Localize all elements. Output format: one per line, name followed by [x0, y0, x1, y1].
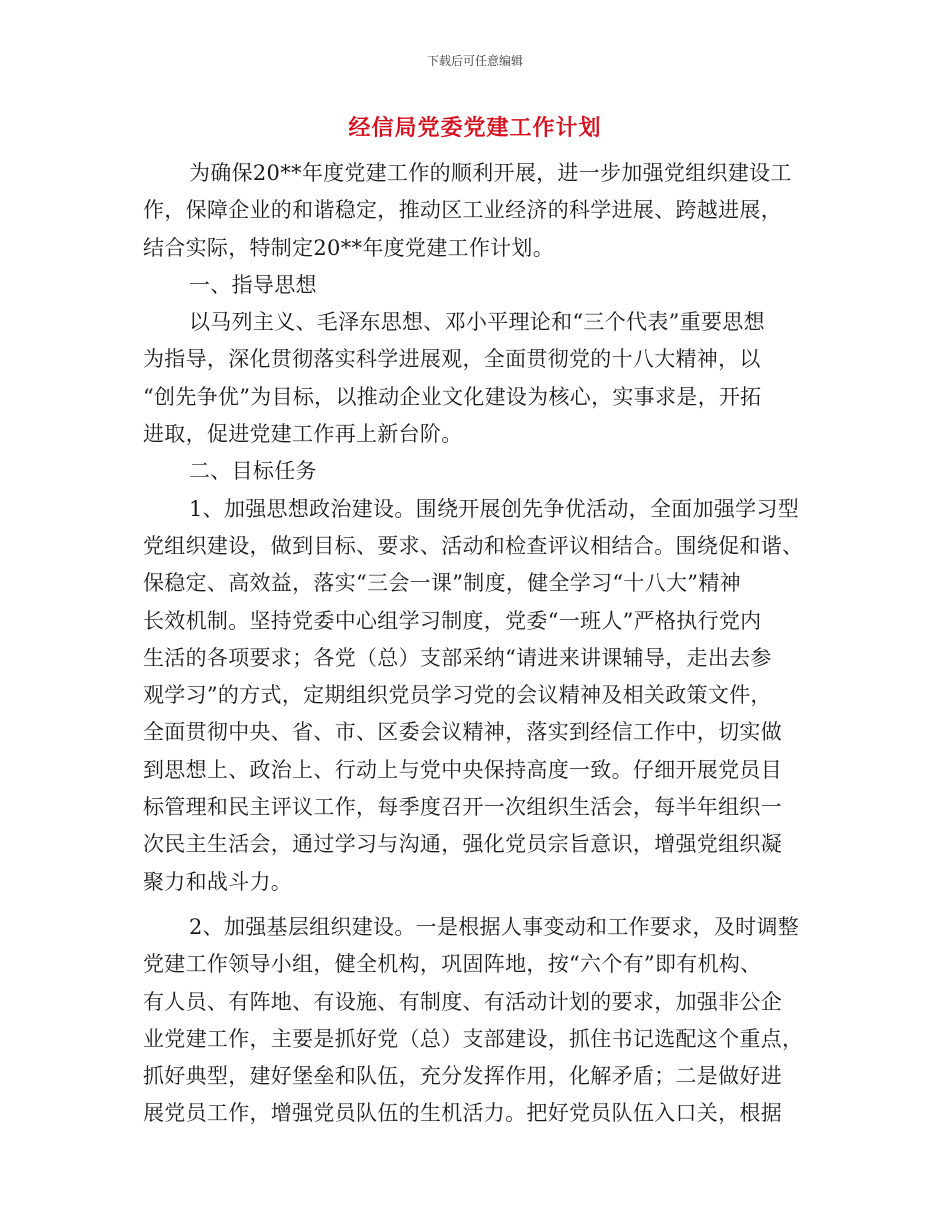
body-line: 党组织建设，做到目标、要求、活动和检查评议相结合。围绕促和谐、 — [143, 533, 804, 558]
body-line: 观学习”的方式，定期组织党员学习党的会议精神及相关政策文件， — [143, 683, 772, 708]
body-line: 为确保20**年度党建工作的顺利开展，进一步加强党组织建设工 — [189, 161, 792, 185]
body-line: 长效机制。坚持党委中心组学习制度，党委“一班人”严格执行党内 — [143, 608, 762, 633]
section-heading: 一、指导思想 — [189, 272, 317, 297]
body-line: 作，保障企业的和谐稳定，推动区工业经济的科学进展、跨越进展， — [143, 198, 782, 223]
body-line: 抓好典型，建好堡垒和队伍，充分发挥作用，化解矛盾；二是做好进 — [143, 1064, 782, 1089]
body-line: 有人员、有阵地、有设施、有制度、有活动计划的要求，加强非公企 — [143, 989, 782, 1014]
body-line: 1、加强思想政治建设。围绕开展创先争优活动，全面加强学习型 — [189, 496, 800, 521]
body-line: 2、加强基层组织建设。一是根据人事变动和工作要求，及时调整 — [189, 914, 800, 939]
body-line: 为指导，深化贯彻落实科学进展观，全面贯彻党的十八大精神，以 — [143, 347, 761, 372]
page-header-note: 下载后可任意编辑 — [426, 54, 523, 68]
body-line: 聚力和战斗力。 — [143, 869, 293, 894]
body-line: 保稳定、高效益，落实“三会一课”制度，健全学习“十八大”精神 — [143, 571, 741, 596]
body-line: 进取，促进党建工作再上新台阶。 — [143, 422, 463, 447]
document-body — [143, 155, 823, 1133]
body-line: 全面贯彻中央、省、市、区委会议精神，落实到经信工作中，切实做 — [143, 720, 782, 745]
body-line: 生活的各项要求；各党（总）支部采纳“请进来讲课辅导，走出去参 — [143, 645, 772, 670]
body-line: 标管理和民主评议工作，每季度召开一次组织生活会，每半年组织一 — [143, 795, 782, 820]
body-line: 结合实际，特制定20**年度党建工作计划。 — [143, 235, 555, 260]
body-line: “创先争优”为目标，以推动企业文化建设为核心，实事求是，开拓 — [143, 384, 762, 409]
section-heading: 二、目标任务 — [189, 459, 317, 484]
body-line: 到思想上、政治上、行动上与党中央保持高度一致。仔细开展党员目 — [143, 757, 782, 782]
body-line: 次民主生活会，通过学习与沟通，强化党员宗旨意识，增强党组织凝 — [143, 832, 782, 857]
body-line: 业党建工作，主要是抓好党（总）支部建设，抓住书记选配这个重点， — [143, 1026, 804, 1051]
document-title: 经信局党委党建工作计划 — [348, 115, 602, 141]
body-line: 以马列主义、毛泽东思想、邓小平理论和“三个代表”重要思想 — [189, 310, 765, 335]
body-line: 展党员工作，增强党员队伍的生机活力。把好党员队伍入口关，根据 — [143, 1101, 782, 1126]
body-line: 党建工作领导小组，健全机构，巩固阵地，按“六个有”即有机构、 — [143, 952, 762, 977]
